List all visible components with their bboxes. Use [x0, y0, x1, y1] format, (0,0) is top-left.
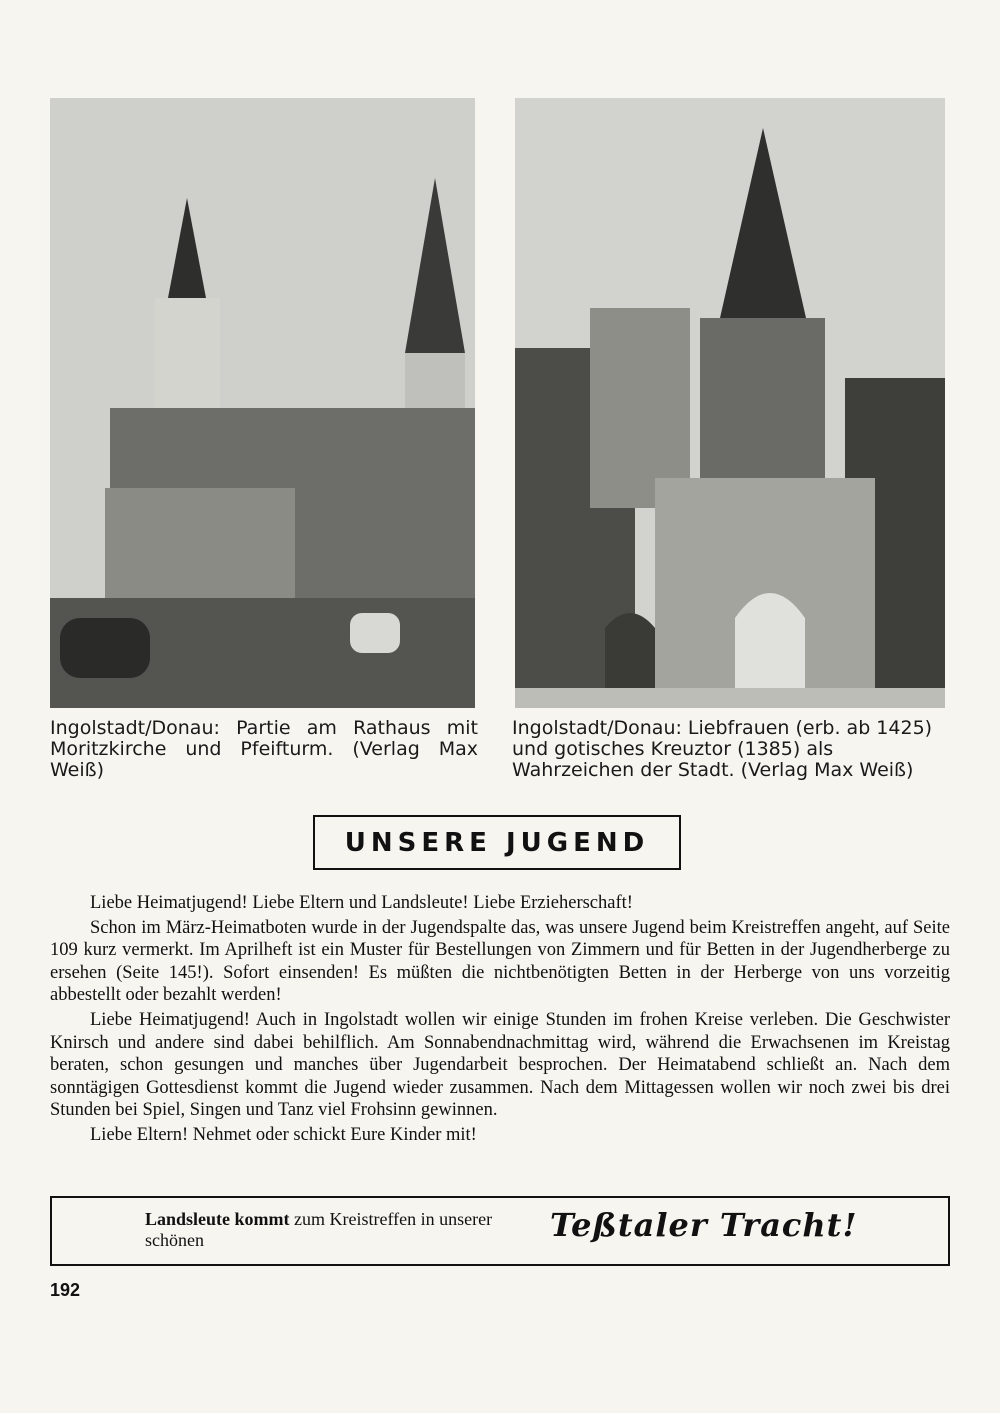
photo-rathaus-moritzkirche [50, 98, 475, 708]
article-body [50, 892, 950, 1149]
rathaus-illustration [50, 98, 475, 708]
page-number: 192 [50, 1280, 81, 1300]
event-notice-rest: zum Kreistreffen in unserer schönen [145, 1209, 493, 1250]
paragraph: Liebe Eltern! Nehmet oder schickt Eure Kinder mit! [90, 1124, 477, 1145]
paragraph: Liebe Heimatjugend! Liebe Eltern und Landsleute! Liebe Erzieherschaft! [90, 893, 633, 913]
section-title: UNSERE JUGEND [344, 827, 650, 858]
kreuztor-illustration [515, 98, 945, 708]
event-notice-box [50, 1196, 950, 1266]
section-heading-box [313, 815, 681, 870]
paragraph: Liebe Heimatjugend! Auch in Ingolstadt wollen wir einige Stunden im frohen Kreise verleben. Die Geschwister Knirsch und andere sind dabei behilflich. Am Sonnabendnachmittag wird, während die Erwachsenen im Kreistag beraten, schon gesungen und manches über Jugendarbeit besprochen. Der Heimatabend schließt an. Nach dem sonntägigen Gottesdienst kommt die Jugend wieder zusammen. Nach dem Mittagessen wollen wir noch zwei bis drei Stunden bei Spiel, Singen und Tanz viel Frohsinn gewinnen. [50, 1009, 950, 1121]
photo-caption-right: Ingolstadt/Donau: Liebfrauen (erb. ab 1425) und gotisches Kreuztor (1385) als Wahrzeichen der Stadt. (Verlag Max Weiß) [512, 717, 933, 781]
paragraph: Schon im März-Heimatboten wurde in der Jugendspalte das, was unsere Jugend beim Kreistreffen angeht, auf Seite 109 kurz vermerkt. Im Aprilheft ist ein Muster für Bestellungen von Zimmern und für Betten in der Jugendherberge zu ersehen (Seite 145!). Sofort einsenden! Es müßten die nichtbenötigten Betten in der Herberge von uns vorzeitig abbestellt oder bezahlt werden! [50, 917, 950, 1006]
event-notice-bold: Landsleute kommt [145, 1209, 290, 1229]
event-notice-text [145, 1209, 545, 1251]
photo-caption-left: Ingolstadt/Donau: Partie am Rathaus mit Moritzkirche und Pfeifturm. (Verlag Max Weiß) [50, 717, 478, 781]
photo-kreuztor-liebfrauen [515, 98, 945, 708]
event-slogan: Teßtaler Tracht! [550, 1206, 858, 1244]
